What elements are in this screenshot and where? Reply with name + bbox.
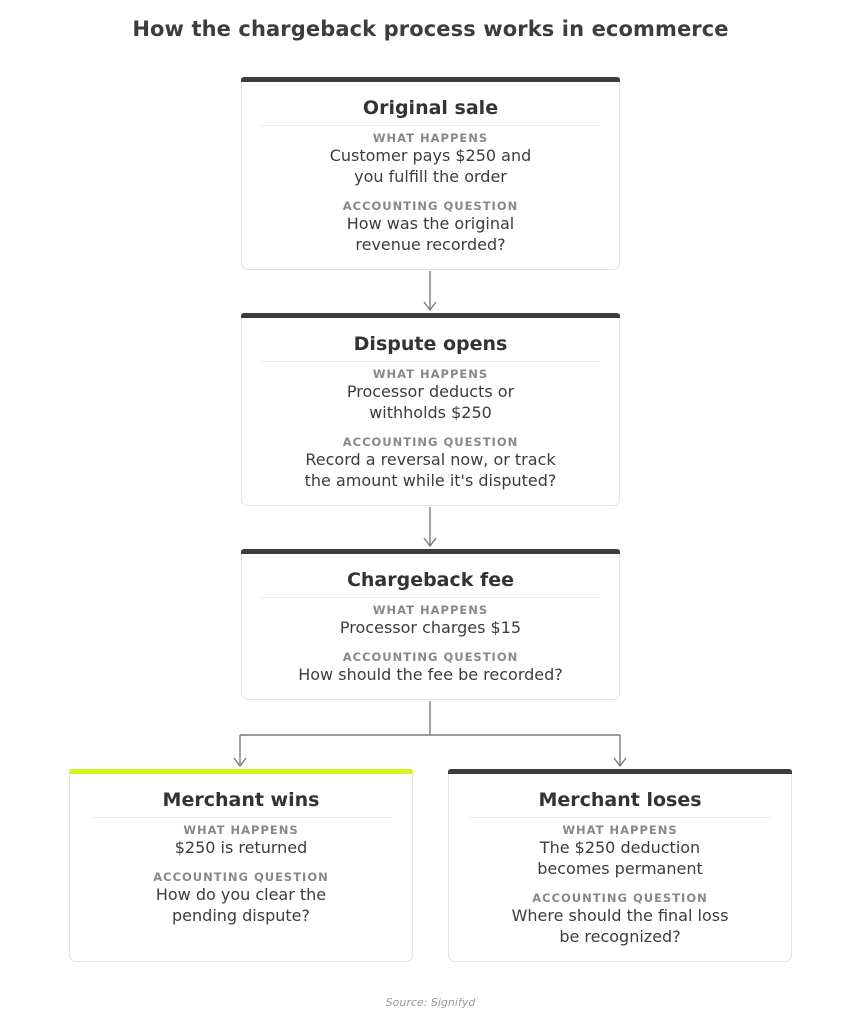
- card-merchant-loses: [448, 769, 792, 962]
- card-dispute-opens: [241, 313, 620, 506]
- accounting-question-label: ACCOUNTING QUESTION: [342, 435, 519, 449]
- accounting-question-text: Record a reversal now, or track the amount while it's disputed?: [304, 450, 557, 490]
- source-caption: Source: Signifyd: [385, 996, 476, 1009]
- card-top-bar: [69, 769, 413, 774]
- card-divider: [261, 361, 601, 362]
- card-chargeback-fee: [241, 549, 620, 700]
- what-happens-label: WHAT HAPPENS: [372, 131, 489, 145]
- accounting-question-text: Where should the final loss be recognized?: [511, 906, 729, 946]
- card-divider: [261, 597, 601, 598]
- what-happens-text: The $250 deduction becomes permanent: [537, 838, 703, 878]
- what-happens-text: Customer pays $250 and you fulfill the order: [329, 146, 532, 186]
- accounting-question-text: How was the original revenue recorded?: [346, 214, 515, 254]
- card-top-bar: [241, 313, 620, 318]
- accounting-question-label: ACCOUNTING QUESTION: [342, 650, 519, 664]
- accounting-question-text: How should the fee be recorded?: [298, 665, 563, 684]
- what-happens-label: WHAT HAPPENS: [372, 603, 489, 617]
- what-happens-label: WHAT HAPPENS: [372, 367, 489, 381]
- card-divider: [261, 125, 601, 126]
- card-heading: Original sale: [362, 97, 499, 119]
- what-happens-text: Processor charges $15: [339, 618, 522, 637]
- diagram-title: How the chargeback process works in ecommerce: [132, 17, 729, 41]
- card-top-bar: [448, 769, 792, 774]
- accounting-question-text: How do you clear the pending dispute?: [155, 885, 327, 925]
- what-happens-label: WHAT HAPPENS: [183, 823, 299, 837]
- card-divider: [469, 817, 771, 818]
- what-happens-text: Processor deducts or withholds $250: [346, 382, 515, 422]
- card-merchant-wins: [69, 769, 413, 962]
- card-divider: [90, 817, 392, 818]
- what-happens-label: WHAT HAPPENS: [562, 823, 678, 837]
- card-top-bar: [241, 77, 620, 82]
- card-original-sale: [241, 77, 620, 270]
- accounting-question-label: ACCOUNTING QUESTION: [342, 199, 519, 213]
- card-heading: Dispute opens: [353, 333, 508, 355]
- accounting-question-label: ACCOUNTING QUESTION: [532, 891, 708, 905]
- card-heading: Chargeback fee: [346, 569, 515, 591]
- card-heading: Merchant wins: [162, 789, 320, 811]
- card-heading: Merchant loses: [538, 789, 702, 811]
- accounting-question-label: ACCOUNTING QUESTION: [153, 870, 329, 884]
- card-top-bar: [241, 549, 620, 554]
- what-happens-text: $250 is returned: [174, 838, 308, 857]
